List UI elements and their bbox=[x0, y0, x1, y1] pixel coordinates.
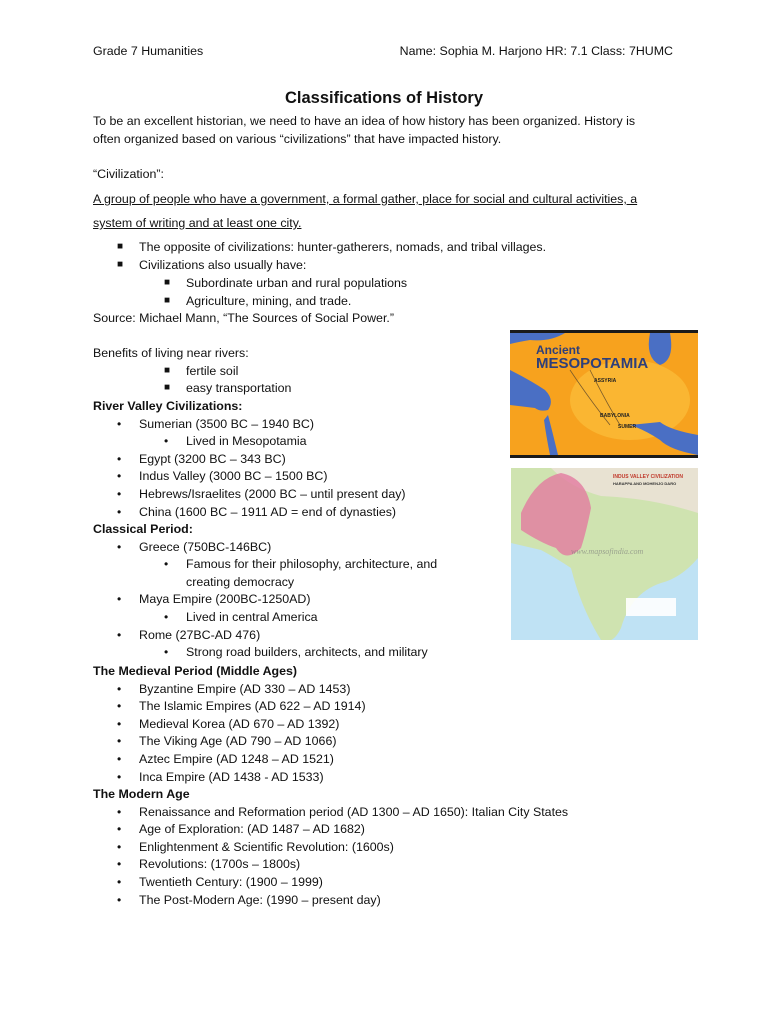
indus-valley-map bbox=[511, 468, 698, 640]
list-item: The Viking Age (AD 790 – AD 1066) bbox=[139, 734, 337, 749]
list-item: Medieval Korea (AD 670 – AD 1392) bbox=[139, 716, 340, 731]
list-item: Sumerian (3500 BC – 1940 BC) bbox=[139, 416, 314, 431]
mesopotamia-map bbox=[510, 330, 698, 458]
definition-line: A group of people who have a government, a formal gather, place for social and cultural activities, a bbox=[93, 192, 638, 206]
map-watermark: www.mapsofindia.com bbox=[571, 547, 644, 556]
bullet-icon: • bbox=[117, 681, 122, 696]
list-item: Civilizations also usually have: bbox=[139, 258, 307, 272]
header-right: Name: Sophia M. Harjono HR: 7.1 Class: 7HUMC bbox=[399, 44, 673, 58]
bullet-icon: • bbox=[117, 734, 122, 749]
bullet-icon: • bbox=[117, 627, 122, 642]
list-item: Egypt (3200 BC – 343 BC) bbox=[139, 451, 286, 466]
list-item: The Islamic Empires (AD 622 – AD 1914) bbox=[139, 699, 366, 714]
list-item: Aztec Empire (AD 1248 – AD 1521) bbox=[139, 752, 334, 766]
list-item: Subordinate urban and rural populations bbox=[186, 276, 408, 290]
bullet-icon: • bbox=[117, 699, 122, 714]
square-bullet-icon: ■ bbox=[117, 259, 124, 270]
list-item: Revolutions: (1700s – 1800s) bbox=[139, 857, 301, 872]
bullet-icon: • bbox=[117, 539, 122, 554]
map-subtitle: HARAPPA AND MOHENJO DARO bbox=[613, 481, 677, 486]
bullet-icon: • bbox=[117, 716, 122, 731]
medieval-heading: The Medieval Period (Middle Ages) bbox=[93, 664, 298, 678]
intro-line: To be an excellent historian, we need to have an idea of how history has been organized. History is bbox=[93, 114, 636, 128]
bullet-icon: • bbox=[117, 822, 122, 837]
square-bullet-icon: ■ bbox=[164, 277, 171, 288]
bullet-icon: • bbox=[117, 804, 122, 819]
list-item: China (1600 BC – 1911 AD = end of dynasties) bbox=[139, 504, 397, 519]
list-item: Maya Empire (200BC-1250AD) bbox=[139, 592, 311, 607]
list-item: creating democracy bbox=[186, 574, 295, 589]
list-item: Lived in central America bbox=[186, 610, 318, 624]
list-item: Famous for their philosophy, architecture, and bbox=[186, 557, 438, 572]
list-item: Greece (750BC-146BC) bbox=[139, 539, 272, 554]
square-bullet-icon: ■ bbox=[117, 241, 124, 252]
river-heading: River Valley Civilizations: bbox=[93, 399, 243, 413]
list-item: Byzantine Empire (AD 330 – AD 1453) bbox=[139, 681, 351, 696]
map-title: INDUS VALLEY CIVILIZATION bbox=[613, 474, 684, 480]
list-item: Rome (27BC-AD 476) bbox=[139, 627, 261, 642]
map-title-big: MESOPOTAMIA bbox=[536, 355, 649, 372]
classical-heading: Classical Period: bbox=[93, 522, 193, 536]
bullet-icon: • bbox=[117, 892, 122, 907]
bullet-icon: • bbox=[117, 875, 122, 889]
bullet-icon: • bbox=[117, 487, 122, 501]
source-citation: Source: Michael Mann, “The Sources of Social Power.” bbox=[93, 311, 394, 325]
modern-heading: The Modern Age bbox=[93, 787, 190, 801]
civilization-label: “Civilization”: bbox=[93, 167, 164, 181]
list-item: fertile soil bbox=[186, 364, 239, 378]
bullet-icon: • bbox=[117, 769, 122, 784]
bullet-icon: • bbox=[117, 504, 122, 519]
bullet-icon: • bbox=[164, 610, 169, 624]
bullet-icon: • bbox=[164, 557, 169, 572]
list-item: Renaissance and Reformation period (AD 1300 – AD 1650): Italian City States bbox=[139, 804, 569, 819]
list-item: The Post-Modern Age: (1990 – present day) bbox=[139, 892, 381, 907]
definition-line: system of writing and at least one city. bbox=[93, 216, 302, 230]
list-item: Indus Valley (3000 BC – 1500 BC) bbox=[139, 469, 328, 484]
square-bullet-icon: ■ bbox=[164, 295, 171, 306]
list-item: Age of Exploration: (AD 1487 – AD 1682) bbox=[139, 822, 365, 837]
header-left: Grade 7 Humanities bbox=[93, 44, 204, 58]
list-item: Twentieth Century: (1900 – 1999) bbox=[139, 875, 323, 889]
list-item: The opposite of civilizations: hunter-gatherers, nomads, and tribal villages. bbox=[139, 240, 547, 254]
intro-line: often organized based on various “civilizations” that have impacted history. bbox=[93, 132, 502, 146]
list-item: Inca Empire (AD 1438 - AD 1533) bbox=[139, 769, 324, 784]
benefits-label: Benefits of living near rivers: bbox=[93, 346, 249, 360]
bullet-icon: • bbox=[117, 469, 122, 484]
square-bullet-icon: ■ bbox=[164, 382, 171, 393]
map-label: BABYLONIA bbox=[600, 413, 630, 419]
bullet-icon: • bbox=[117, 451, 122, 466]
bullet-icon: • bbox=[117, 839, 122, 854]
map-label: SUMER bbox=[618, 424, 637, 430]
bullet-icon: • bbox=[164, 434, 169, 449]
bullet-icon: • bbox=[164, 645, 169, 660]
list-item: Strong road builders, architects, and military bbox=[186, 645, 428, 660]
bullet-icon: • bbox=[117, 752, 122, 766]
list-item: Hebrews/Israelites (2000 BC – until present day) bbox=[139, 487, 406, 501]
list-item: Lived in Mesopotamia bbox=[186, 434, 307, 449]
square-bullet-icon: ■ bbox=[164, 365, 171, 376]
list-item: Agriculture, mining, and trade. bbox=[186, 294, 352, 308]
page-title: Classifications of History bbox=[284, 89, 484, 107]
list-item: Enlightenment & Scientific Revolution: (1600s) bbox=[139, 839, 394, 854]
map-title-small: Ancient bbox=[536, 343, 581, 357]
map-label: ASSYRIA bbox=[594, 378, 617, 384]
bullet-icon: • bbox=[117, 857, 122, 872]
bullet-icon: • bbox=[117, 592, 122, 607]
list-item: easy transportation bbox=[186, 381, 292, 395]
bullet-icon: • bbox=[117, 416, 122, 431]
